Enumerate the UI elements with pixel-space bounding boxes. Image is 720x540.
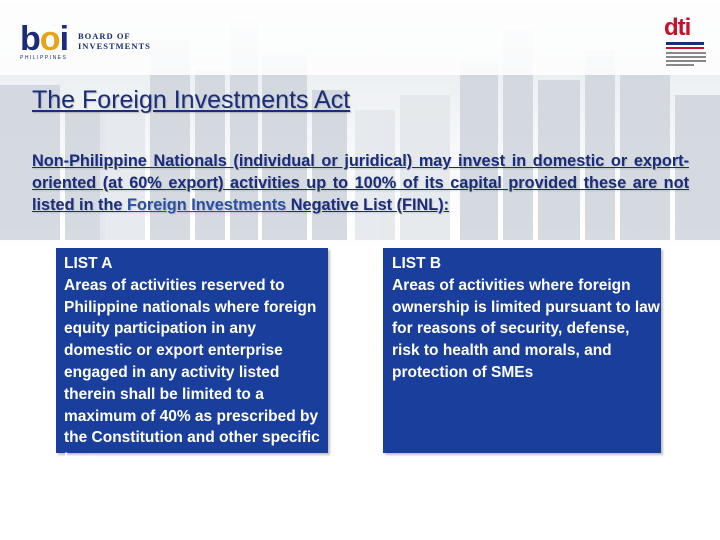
list-a-text	[64, 253, 326, 471]
slide-title: The Foreign Investments Act	[32, 86, 351, 114]
boi-logo-line2: INVESTMENTS	[78, 41, 151, 51]
dti-logo	[662, 14, 707, 70]
list-b-heading: LIST B	[392, 255, 442, 272]
list-b-body: Areas of activities where foreign ownership is limited pursuant to law for reasons of security, defense, risk to health and morals, and protection of SMEs	[392, 276, 660, 381]
boi-logo-sub: PHILIPPINES	[20, 55, 68, 61]
dti-logo-rule	[666, 42, 704, 45]
intro-text-part2: Negative List (FINL):	[286, 196, 450, 214]
intro-paragraph	[32, 150, 689, 216]
list-a-heading: LIST A	[64, 255, 113, 272]
boi-logo-line1: BOARD OF	[78, 31, 131, 41]
list-a-body: Areas of activities reserved to Philippine nationals where foreign equity participation in any domestic or export enterprise engaged in any activity listed therein shall be limited to a maximum of 40% as prescribed by the Constitution and other specific laws.	[64, 276, 320, 469]
boi-logo	[20, 22, 160, 62]
dti-logo-rule-red	[666, 47, 704, 49]
boi-logo-mark: boi	[20, 20, 69, 58]
dti-logo-mark: dti	[664, 14, 691, 41]
intro-text-highlight: Foreign Investments	[127, 196, 287, 214]
intro-text-part1: Non-Philippine Nationals (individual or juridical) may invest in domestic or export-oriented (at 60% export) activities up to 100% of its capital provided these are not listed in the	[32, 152, 689, 214]
dti-logo-fine-print	[666, 52, 706, 66]
boi-logo-text	[78, 31, 151, 51]
list-b-text	[392, 253, 660, 384]
